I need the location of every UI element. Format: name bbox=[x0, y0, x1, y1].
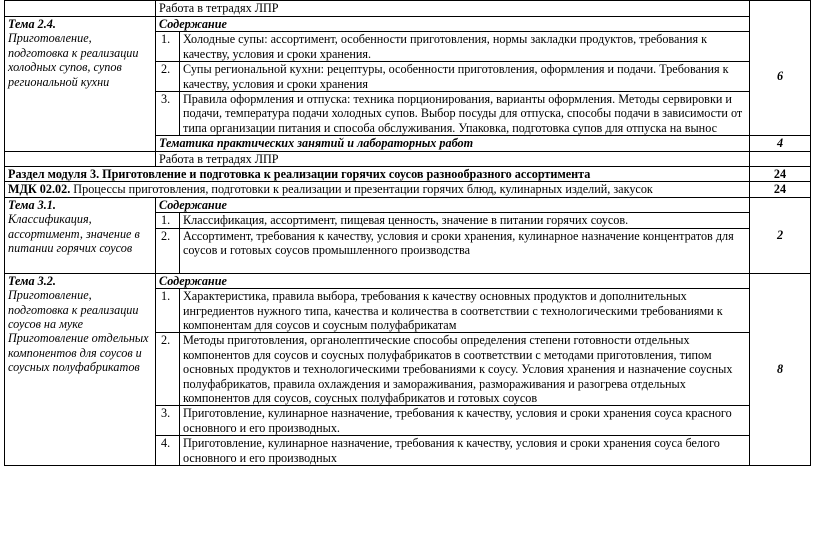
empty-cell bbox=[5, 1, 156, 17]
content-header: Содержание bbox=[156, 273, 750, 288]
table-row bbox=[5, 151, 811, 166]
item-text: Характеристика, правила выбора, требования к качеству основных продуктов и дополнительных ингредиентов нужного типа, качества и количества в соответствии с технологическими требованиями к компонентам для соусов и соусным полуфабрикатам bbox=[180, 289, 750, 333]
notebook-work-cell: Работа в тетрадях ЛПР bbox=[156, 1, 750, 17]
item-text: Ассортимент, требования к качеству, условия и сроки хранения, кулинарное назначение концентратов для соусов и готовых соусов промышленного производства bbox=[180, 228, 750, 273]
hours-cell bbox=[750, 151, 811, 166]
topic-description: Классификация, ассортимент, значение в питании горячих соусов bbox=[8, 212, 140, 256]
notebook-work-cell: Работа в тетрадях ЛПР bbox=[156, 151, 750, 166]
item-number: 4. bbox=[156, 436, 180, 466]
table-row bbox=[5, 197, 811, 212]
item-number: 2. bbox=[156, 333, 180, 406]
mdk-hours: 24 bbox=[750, 182, 811, 197]
item-text: Приготовление, кулинарное назначение, требования к качеству, условия и сроки хранения соуса красного основного и его производных. bbox=[180, 406, 750, 436]
content-header: Содержание bbox=[156, 197, 750, 212]
topic-description: Приготовление, подготовка к реализации соусов на муке Приготовление отдельных компонентов для соусов и соусных полуфабрикатов bbox=[8, 288, 149, 375]
table-row bbox=[5, 273, 811, 288]
hours-cell: 4 bbox=[750, 136, 811, 151]
table-row bbox=[5, 1, 811, 17]
content-header: Содержание bbox=[156, 17, 750, 32]
topic-title: Тема 3.1. bbox=[8, 197, 56, 212]
practice-header: Тематика практических занятий и лабораторных работ bbox=[156, 136, 750, 151]
topic-title: Тема 2.4. bbox=[8, 17, 56, 31]
item-text: Классификация, ассортимент, пищевая ценность, значение в питании горячих соусов. bbox=[180, 213, 750, 228]
topic-title: Тема 3.2. bbox=[8, 273, 56, 288]
table-row bbox=[5, 182, 811, 197]
item-number: 1. bbox=[156, 32, 180, 62]
topic-description: Приготовление, подготовка к реализации холодных супов, супов региональной кухни bbox=[8, 31, 139, 89]
hours-cell: 6 bbox=[750, 17, 811, 136]
item-number: 3. bbox=[156, 92, 180, 136]
mdk-title bbox=[5, 182, 750, 197]
item-number: 2. bbox=[156, 62, 180, 92]
topic-cell bbox=[5, 273, 156, 465]
item-number: 3. bbox=[156, 406, 180, 436]
empty-cell bbox=[5, 151, 156, 166]
table-row bbox=[5, 167, 811, 182]
hours-cell: 2 bbox=[750, 197, 811, 273]
item-text: Супы региональной кухни: рецептуры, особенности приготовления, оформления и подачи. Требования к качеству, условия и сроки хранения bbox=[180, 62, 750, 92]
section-title: Раздел модуля 3. Приготовление и подготовка к реализации горячих соусов разнообразного ассортимента bbox=[5, 167, 750, 182]
item-number: 1. bbox=[156, 213, 180, 228]
table-row bbox=[5, 17, 811, 32]
item-text: Холодные супы: ассортимент, особенности приготовления, нормы закладки продуктов, требования к качеству, условия и сроки хранения. bbox=[180, 32, 750, 62]
mdk-code: МДК 02.02. bbox=[8, 182, 71, 197]
hours-cell bbox=[750, 1, 811, 17]
item-text: Правила оформления и отпуска: техника порционирования, варианты оформления. Методы сервировки и подачи, температура подачи холодных супов. Выбор посуды для отпуска, способы подачи в зависимости от типа организации питания и способа обслуживания. Упаковка, подготовка супов для отпуска на вынос bbox=[180, 92, 750, 136]
section-hours: 24 bbox=[750, 167, 811, 182]
mdk-text: Процессы приготовления, подготовки к реализации и презентации горячих блюд, кулинарных изделий, закусок bbox=[70, 182, 653, 197]
item-text: Методы приготовления, органолептические способы определения степени готовности отдельных компонентов для соусов и соусных полуфабрикатов в соответствии с методами приготовления, типом основных продуктов и технологическими требованиями к соусу. Условия хранения и назначение соусных полуфабрикатов, правила охлаждения и замораживания, размораживания и разогрева отдельных компонентов для соусов, соусных полуфабрикатов и готовых соусов bbox=[180, 333, 750, 406]
curriculum-table bbox=[4, 0, 811, 466]
topic-cell bbox=[5, 17, 156, 152]
hours-cell: 8 bbox=[750, 273, 811, 465]
topic-cell bbox=[5, 197, 156, 273]
item-number: 2. bbox=[156, 228, 180, 273]
item-number: 1. bbox=[156, 289, 180, 333]
item-text: Приготовление, кулинарное назначение, требования к качеству, условия и сроки хранения соуса белого основного и его производных bbox=[180, 436, 750, 466]
